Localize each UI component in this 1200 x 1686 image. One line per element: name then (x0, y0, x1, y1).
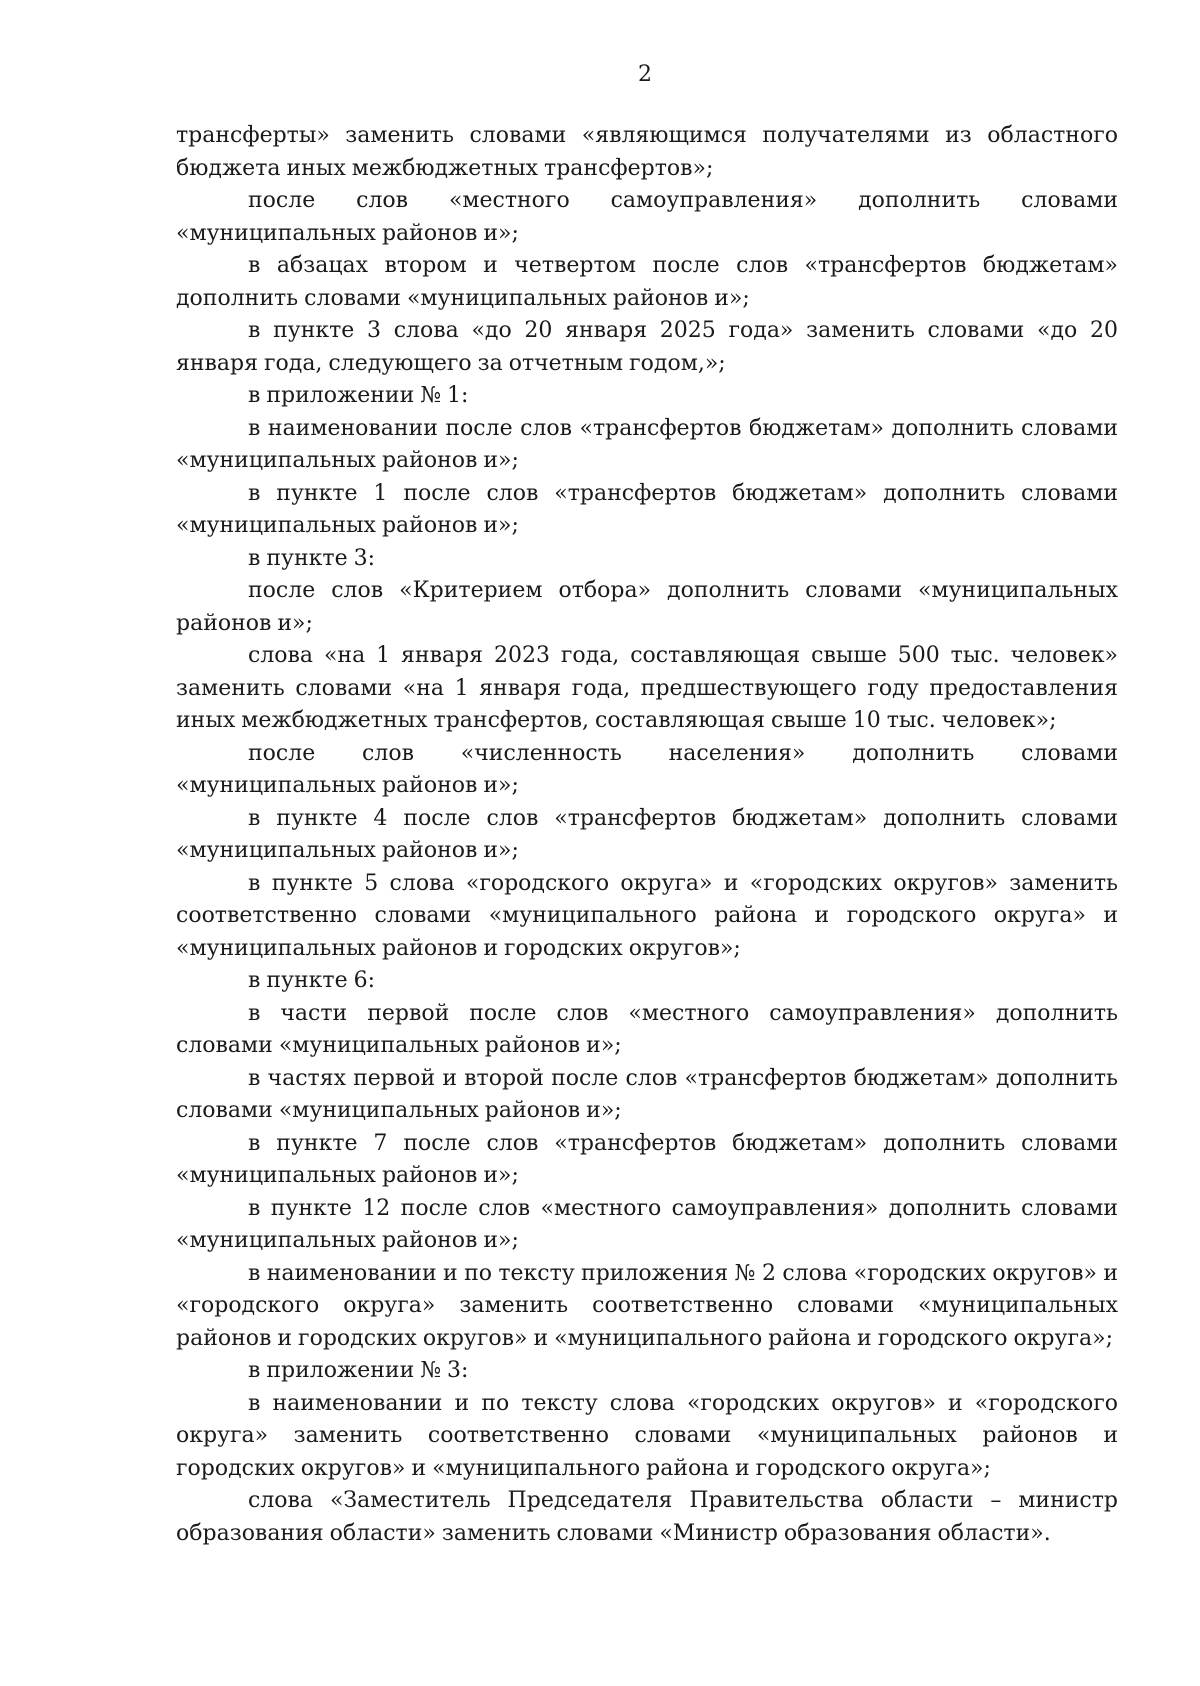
paragraph: после слов «численность населения» дополнить словами «муниципальных районов и»; (176, 740, 1118, 798)
paragraph: в наименовании после слов «трансфертов бюджетам» дополнить словами «муниципальных районов и»; (176, 415, 1118, 473)
paragraph: в части первой после слов «местного самоуправления» дополнить словами «муниципальных районов и»; (176, 1000, 1118, 1058)
paragraph: в пункте 12 после слов «местного самоуправления» дополнить словами «муниципальных районов и»; (176, 1195, 1118, 1253)
paragraph: в пункте 3: (248, 545, 375, 571)
paragraph: слова «на 1 января 2023 года, составляющая свыше 500 тыс. человек» заменить словами «на 1 января года, предшествующего году предоставления иных межбюджетных трансфертов, составляющая свыше 10 тыс. человек»; (176, 643, 1118, 733)
paragraph: в частях первой и второй после слов «трансфертов бюджетам» дополнить словами «муниципальных районов и»; (176, 1065, 1118, 1123)
paragraph: в пункте 3 слова «до 20 января 2025 года» заменить словами «до 20 января года, следующего за отчетным годом,»; (176, 318, 1118, 376)
page-number: 2 (638, 62, 652, 87)
document-body (176, 120, 1118, 1550)
paragraph: в приложении № 3: (248, 1358, 469, 1383)
paragraph: после слов «Критерием отбора» дополнить словами «муниципальных районов и»; (176, 578, 1118, 636)
paragraph: в абзацах втором и четвертом после слов «трансфертов бюджетам» дополнить словами «муниципальных районов и»; (176, 253, 1118, 311)
paragraph: в пункте 7 после слов «трансфертов бюджетам» дополнить словами «муниципальных районов и»; (176, 1130, 1118, 1188)
paragraph: в пункте 4 после слов «трансфертов бюджетам» дополнить словами «муниципальных районов и»; (176, 805, 1118, 863)
paragraph: слова «Заместитель Председателя Правительства области – министр образования области» заменить словами «Министр образования области». (176, 1488, 1118, 1546)
paragraph: в пункте 6: (248, 968, 375, 993)
paragraph: в наименовании и по тексту приложения № 2 слова «городских округов» и «городского округа» заменить соответственно словами «муниципальных районов и городских округов» и «муниципального района и городского округа»; (176, 1260, 1118, 1351)
paragraph: в наименовании и по тексту слова «городских округов» и «городского округа» заменить соответственно словами «муниципальных районов и городских округов» и «муниципального района и городского округа»; (176, 1390, 1118, 1481)
paragraph: трансферты» заменить словами «являющимся получателями из областного бюджета иных межбюджетных трансфертов»; (176, 123, 1118, 181)
paragraph: после слов «местного самоуправления» дополнить словами «муниципальных районов и»; (176, 188, 1118, 246)
paragraph: в приложении № 1: (248, 383, 469, 408)
paragraph: в пункте 1 после слов «трансфертов бюджетам» дополнить словами «муниципальных районов и»; (176, 480, 1118, 538)
paragraph: в пункте 5 слова «городского округа» и «городских округов» заменить соответственно словами «муниципального района и городского округа» и «муниципальных районов и городских округов»; (176, 870, 1118, 961)
